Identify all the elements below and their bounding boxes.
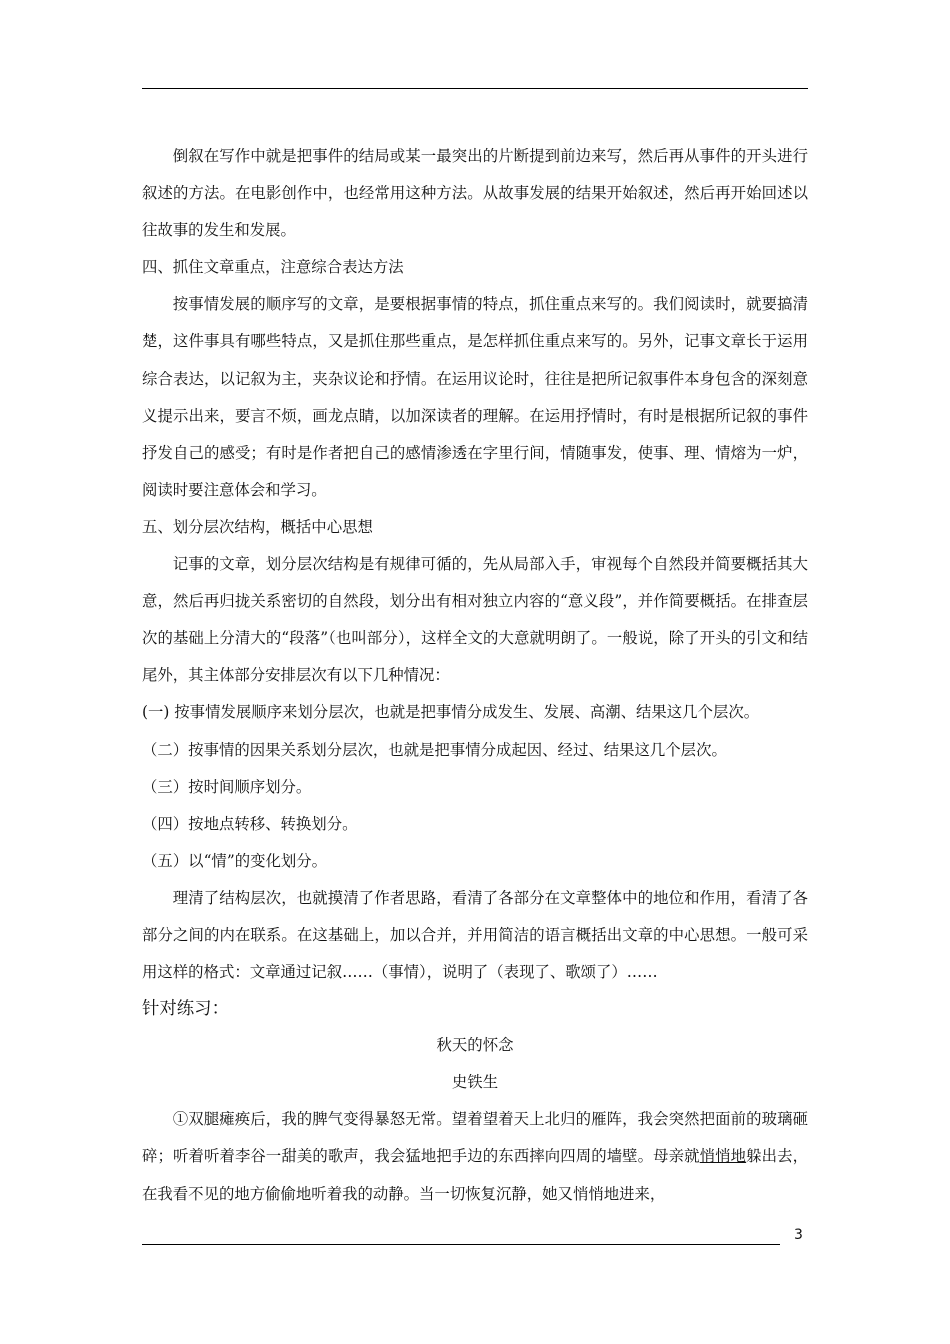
exercise-label: 针对练习： (142, 999, 229, 1020)
underlined-phrase: 悄悄地 (699, 1147, 747, 1166)
exercise-paragraph-1 (142, 1101, 808, 1212)
section-heading-4: 四、抓住文章重点，注意综合表达方法 (142, 258, 404, 277)
section-heading-5: 五、划分层次结构，概括中心思想 (142, 517, 373, 536)
text-run: 躲出去，在我看不见的地方偷偷地听着我的动静。当一切恢复沉静，她又悄悄地进来， (142, 1147, 808, 1203)
list-item: （二）按事情的因果关系划分层次，也就是把事情分成起因、经过、结果这几个层次。 (142, 740, 727, 759)
header-rule (142, 88, 808, 89)
page-content (142, 138, 808, 1213)
page-number: 3 (794, 1227, 803, 1243)
list-item: (一) 按事情发展顺序来划分层次，也就是把事情分成发生、发展、高潮、结果这几个层次。 (142, 703, 760, 722)
text-run: ①双腿瘫痪后，我的脾气变得暴怒无常。望着望着天上北归的雁阵，我会突然把面前的玻璃砸碎；听着听着李谷一甜美的歌声，我会猛地把手边的东西摔向四周的墙壁。母亲就 (142, 1110, 808, 1166)
list-item: （四）按地点转移、转换划分。 (142, 814, 358, 833)
footer-rule (142, 1244, 780, 1245)
list-item: （三）按时间顺序划分。 (142, 777, 312, 796)
exercise-author: 史铁生 (451, 1073, 499, 1092)
paragraph-focus: 按事情发展的顺序写的文章，是要根据事情的特点，抓住重点来写的。我们阅读时，就要搞清楚，这件事具有哪些特点，又是抓住那些重点，是怎样抓住重点来写的。另外，记事文章长于运用综合表达，以记叙为主，夹杂议论和抒情。在运用议论时，往往是把所记叙事件本身包含的深刻意义提示出来，要言不烦，画龙点睛，以加深读者的理解。在运用抒情时，有时是根据所记叙的事件抒发自己的感受；有时是作者把自己的感情渗透在字里行间，情随事发，使事、理、情熔为一炉，阅读时要注意体会和学习。 (142, 295, 808, 499)
paragraph-structure: 记事的文章，划分层次结构是有规律可循的，先从局部入手，审视每个自然段并简要概括其大意，然后再归拢关系密切的自然段，划分出有相对独立内容的“意义段”，并作简要概括。在排查层次的基础上分清大的“段落”（也叫部分），这样全文的大意就明朗了。一般说，除了开头的引文和结尾外，其主体部分安排层次有以下几种情况： (142, 555, 808, 685)
list-item: （五）以“情”的变化划分。 (142, 851, 328, 870)
paragraph-summary: 理清了结构层次，也就摸清了作者思路，看清了各部分在文章整体中的地位和作用，看清了各部分之间的内在联系。在这基础上，加以合并，并用简洁的语言概括出文章的中心思想。一般可采用这样的格式：文章通过记叙……（事情），说明了（表现了、歌颂了）…… (142, 888, 808, 982)
exercise-title: 秋天的怀念 (436, 1036, 514, 1055)
paragraph-flashback: 倒叙在写作中就是把事件的结局或某一最突出的片断提到前边来写，然后再从事件的开头进行叙述的方法。在电影创作中，也经常用这种方法。从故事发展的结果开始叙述，然后再开始回述以往故事的发生和发展。 (142, 147, 808, 240)
